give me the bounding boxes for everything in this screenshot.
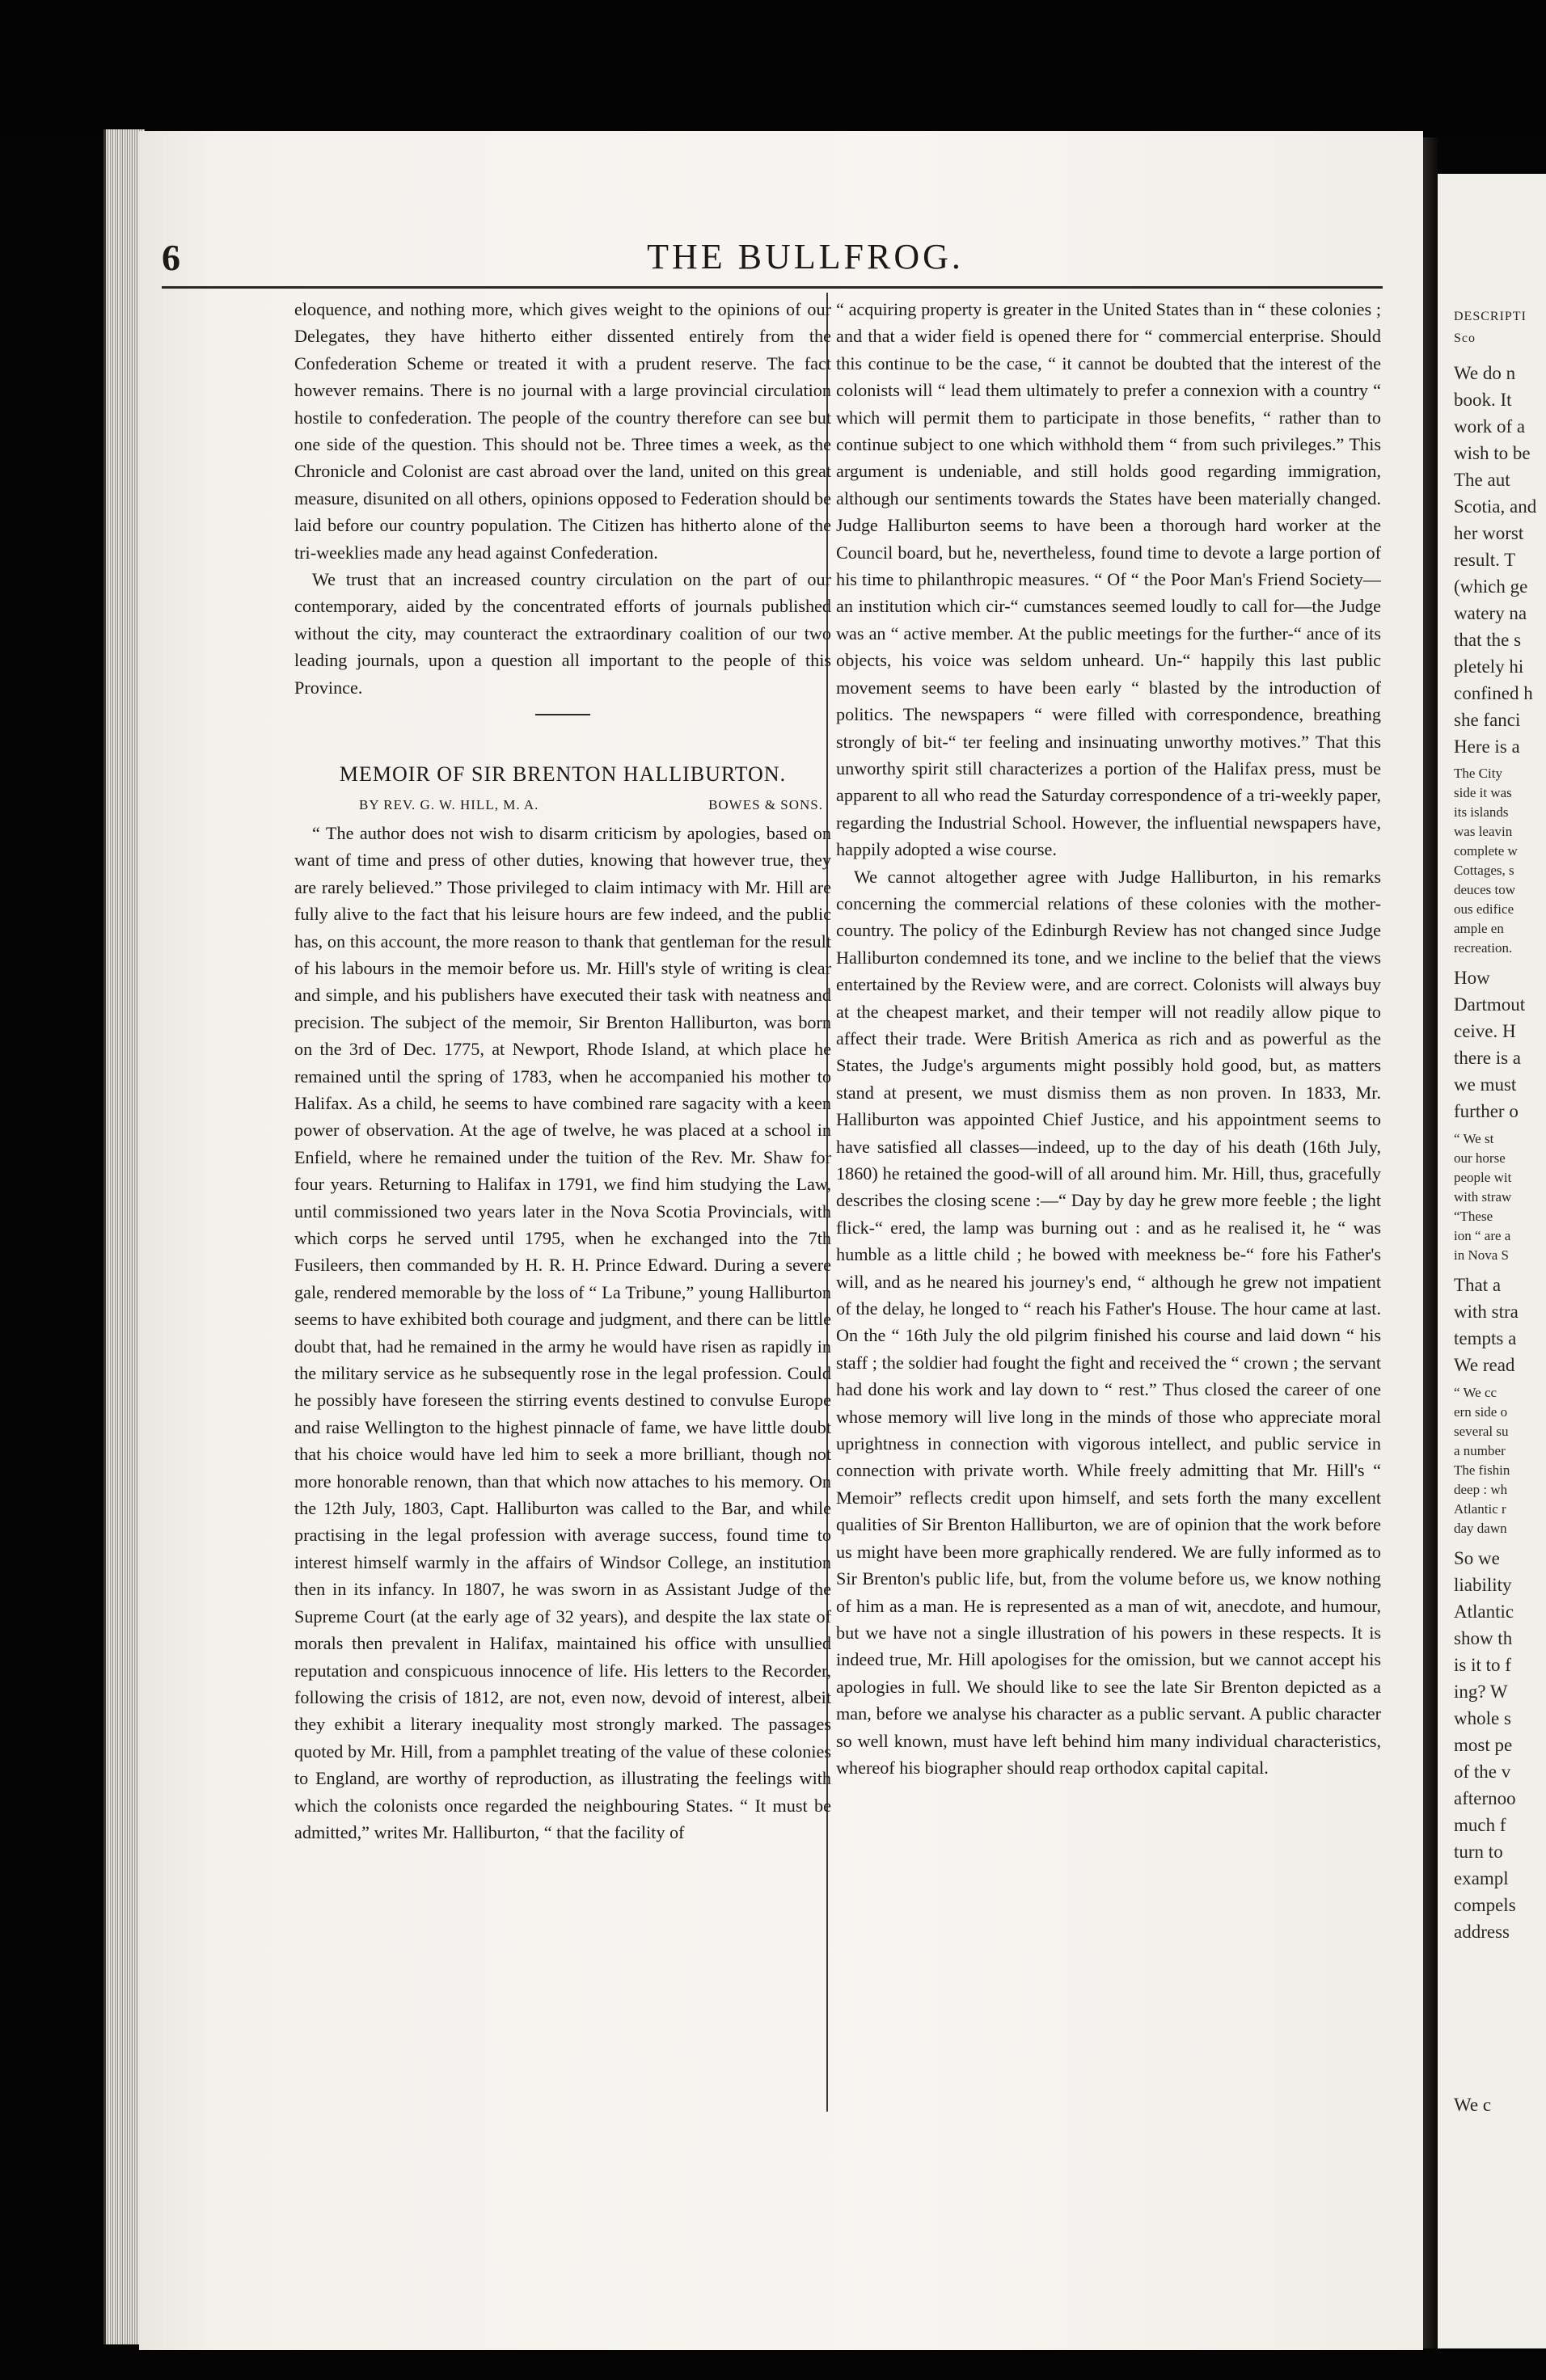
memoir-paragraph: “ The author does not wish to disarm criticism by apologies, based on want of time and press of other duties, knowing that however true, they are rarely believed.” Those privileged to claim intimacy with Mr. Hill are fully alive to the fact that his leisure hours are few indeed, and the public has, on this account, the more reason to thank that gentleman for the result of his labours in the memoir before us. Mr. Hill's style of writing is clear and simple, and his publishers have executed their task with neatness and precision. The subject of the memoir, Sir Brenton Halliburton, was born on the 3rd of Dec. 1775, at Newport, Rhode Island, at which place he remained until the spring of 1783, when he accompanied his mother to Halifax. As a child, he seems to have combined rare sagacity with a keen power of observation. At the age of twelve, he was placed at a school in Enfield, where he remained under the tuition of the Rev. Mr. Shaw for four years. Returning to Halifax in 1791, we find him studying the Law, until commissioned two years later in the Nova Scotia Provincials, with which corps he served until 1795, when he exchanged into the 7th Fusileers, then commanded by H. R. H. Prince Edward. During a severe gale, rendered memorable by the loss of “ La Tribune,” young Halliburton seems to have exhibited both courage and judgment, and there can be little doubt that, had he remained in the army he would have risen as rapidly in the military service as he subsequently rose in the legal profession. Could he possibly have foreseen the stirring events destined to convulse Europe and raise Wellington to the highest pinnacle of fame, we have little doubt that his choice would have led him to seek a more brilliant, though not more honorable renown, than that which now attaches to his memory. On the 12th July, 1803, Capt. Halliburton was called to the Bar, and while practising in the legal profession with average success, found time to interest himself warmly in the affairs of Windsor College, an institution then in its infancy. In 1807, he was sworn in as Assistant Judge of the Supreme Court (at the early age of 32 years), and despite the lax state of morals then prevalent in Halifax, maintained his office with unsullied reputation and conspicuous innocence of life. His letters to the Recorder, following the crisis of 1812, are not, even now, devoid of interest, albeit they exhibit a literary inequality most strongly marked. The passages quoted by Mr. Hill, from a pamphlet treating of the value of these colonies to England, are worthy of reproduction, as illustrating the feelings with which the colonists once regarded the neighbouring States. “ It must be admitted,” writes Mr. Halliburton, “ that the facility of xyxy=(294,822,831,1842)
facing-line: turn to xyxy=(1454,1842,1503,1862)
facing-line: with stra xyxy=(1454,1302,1519,1322)
byline-publisher: BOWES & SONS. xyxy=(708,796,823,812)
facing-line: that the s xyxy=(1454,630,1522,650)
facing-page xyxy=(1438,174,1546,2348)
facing-line: work of a xyxy=(1454,416,1526,437)
facing-line: The City xyxy=(1454,766,1502,781)
facing-line: pletely hi xyxy=(1454,656,1524,677)
facing-line: book. It xyxy=(1454,390,1512,410)
facing-line: confined h xyxy=(1454,683,1533,703)
facing-line: Sco xyxy=(1454,331,1476,345)
facing-line: in Nova S xyxy=(1454,1247,1509,1263)
memoir-byline xyxy=(294,791,831,818)
facing-line: Cottages, s xyxy=(1454,863,1514,878)
facing-line: tempts a xyxy=(1454,1328,1517,1348)
facing-line: address xyxy=(1454,1922,1510,1942)
facing-line: of the v xyxy=(1454,1762,1511,1782)
facing-line: Here is a xyxy=(1454,736,1520,757)
facing-line: (which ge xyxy=(1454,576,1528,597)
facing-line: deep : wh xyxy=(1454,1482,1508,1497)
facing-line: deuces tow xyxy=(1454,882,1516,897)
facing-line: The fishin xyxy=(1454,1462,1510,1478)
facing-line: So we xyxy=(1454,1548,1500,1568)
facing-line: ing? W xyxy=(1454,1682,1508,1702)
facing-line: exampl xyxy=(1454,1868,1509,1888)
facing-line: side it was xyxy=(1454,785,1512,800)
facing-line: complete w xyxy=(1454,843,1518,859)
facing-line: she fanci xyxy=(1454,710,1521,730)
running-head: THE BULLFROG. xyxy=(647,237,964,276)
facing-line: most pe xyxy=(1454,1735,1513,1755)
facing-line: several su xyxy=(1454,1424,1509,1439)
facing-line: The aut xyxy=(1454,470,1510,490)
facing-line: wish to be xyxy=(1454,443,1531,463)
facing-line: with straw xyxy=(1454,1189,1512,1205)
facing-line: That a xyxy=(1454,1275,1502,1295)
facing-line: ample en xyxy=(1454,921,1504,936)
facing-line: further o xyxy=(1454,1101,1519,1121)
facing-line: is it to f xyxy=(1454,1655,1511,1675)
facing-line: people wit xyxy=(1454,1170,1512,1185)
facing-line: our horse xyxy=(1454,1150,1506,1166)
right-paragraph-1: “ acquiring property is greater in the United States than in “ these colonies ; and that a wider field is opened there for “ commercial enterprise. Should this continue to be the case, “ it cannot be doubted that the interest of the colonists will “ lead them ultimately to prefer a connexion with a country “ which will permit them to participate in those benefits, “ rather than to continue subject to one which withhold them “ from such privileges.” This argument is undeniable, and still holds good regarding immigration, although our sentiments towards the States have been materially changed. Judge Halliburton seems to have been a thorough hard worker at the Council board, but he, nevertheless, found time to devote a large portion of his time to philanthropic measures. “ Of “ the Poor Man's Friend Society—an institution which cir-“ cumstances seemed loudly to call for—the Judge was an “ active member. At the public meetings for the further-“ ance of its objects, his voice was seldom unheard. Un-“ happily this last public movement seems to have been early “ blasted by the introduction of politics. The newspapers “ were filled with correspondence, breathing strongly of bit-“ ter feeling and insinuating unworthy motives.” That this unworthy spirit still characterizes a portion of the Halifax press, must be apparent to all who read the Saturday correspondence of a tri-weekly paper, regarding the Industrial School. However, the influential newspapers have, happily adopted a wise course. xyxy=(836,299,1381,860)
facing-line: was leavin xyxy=(1454,824,1513,839)
intro-paragraph-2: We trust that an increased country circulation on the part of our contemporary, aided by the concentrated efforts of journals published without the city, may counteract the extraordinary coalition of our two leading journals, upon a question all important to the people of this Province. xyxy=(294,569,831,698)
facing-line: How xyxy=(1454,968,1490,988)
page-number: 6 xyxy=(162,237,180,278)
facing-line: whole s xyxy=(1454,1708,1511,1728)
facing-line: “These xyxy=(1454,1209,1493,1224)
facing-line: liability xyxy=(1454,1575,1512,1595)
facing-line: compels xyxy=(1454,1895,1516,1915)
right-paragraph-2: We cannot altogether agree with Judge Halliburton, in his remarks concerning the commercial relations of these colonies with the mother-country. The policy of the Edinburgh Review has not changed since Judge Halliburton condemned its tone, and we incline to the belief that the views entertained by the Review were, and are correct. Colonists will always buy at the cheapest market, and their temper will not readily allow pique to affect their trade. Were British America as rich and as powerful as the States, the Judge's arguments might possibly hold good, but, as matters stand at present, we must dismiss them as non proven. In 1833, Mr. Halliburton was appointed Chief Justice, and his appointment seems to have satisfied all classes—indeed, up to the day of his death (16th July, 1860) he retained the good-will of all around him. Mr. Hill, thus, gracefully describes the closing scene :—“ Day by day he grew more feeble ; the light flick-“ ered, the lamp was burning out : and as he realised it, he “ was humble as a little child ; he bowed with meekness be-“ fore his Father's will, and as he neared his journey's end, “ although he grew not impatient of the delay, he longed to “ reach his Father's House. The hour came at last. On the “ 16th July the old pilgrim finished his course and laid down “ his staff ; the soldier had fought the fight and received the “ crown ; the servant had done his work and lay down to “ rest.” Thus closed the career of one whose memory will live long in the minds of those who appreciate moral uprightness in connection with vigorous intellect, and public service in connection with private worth. While freely admitting that Mr. Hill's “ Memoir” reflects credit upon himself, and sets forth the many excellent qualities of Sir Brenton Halliburton, we are of opinion that the work before us might have been more graphically rendered. We are fully informed as to Sir Brenton's public life, but, from the volume before us, we know nothing of him as a man. He is represented as a man of wit, anecdote, and humour, but we have not a single illustration of his powers in these respects. It is indeed true, Mr. Hill apologises for the omission, but we cannot accept his apologies in full. We should like to see the late Sir Brenton depicted as a man, before we analyse his character as a public servant. A public character so well known, must have left behind him many individual characteristics, whereof his biographer should reap orthodox capital capital. xyxy=(836,866,1381,1778)
facing-line: afternoo xyxy=(1454,1788,1516,1808)
facing-line: her worst xyxy=(1454,523,1524,543)
facing-line: ceive. H xyxy=(1454,1021,1516,1041)
facing-line: a number xyxy=(1454,1443,1506,1458)
facing-line: “ We st xyxy=(1454,1131,1494,1146)
facing-line: show th xyxy=(1454,1628,1513,1648)
facing-line: ern side o xyxy=(1454,1404,1508,1420)
scan-border xyxy=(0,0,1546,137)
facing-line: “ We cc xyxy=(1454,1385,1497,1400)
byline-author: BY REV. G. W. HILL, M. A. xyxy=(359,796,539,812)
intro-paragraph-1: eloquence, and nothing more, which gives weight to the opinions of our Delegates, they have hitherto either dissented entirely from the Confederation Scheme or treated it with a prudent reserve. The fact however remains. There is no journal with a large provincial circulation hostile to confederation. The people of the country therefore can see but one side of the question. This should not be. Three times a week, as the Chronicle and Colonist are cast abroad over the land, united on this great measure, disunited on all others, opinions opposed to Federation should be laid before our country population. The Citizen has hitherto alone of the tri-weeklies made any head against Confederation. xyxy=(294,299,831,563)
facing-line: Atlantic r xyxy=(1454,1501,1506,1517)
facing-line: We c xyxy=(1454,2095,1492,2115)
facing-line: watery na xyxy=(1454,603,1527,623)
facing-line: We read xyxy=(1454,1355,1515,1375)
facing-line: much f xyxy=(1454,1815,1506,1835)
right-column xyxy=(836,296,1381,1781)
facing-line: Dartmout xyxy=(1454,994,1526,1015)
book-gutter xyxy=(1423,137,1438,2348)
facing-line: we must xyxy=(1454,1074,1517,1095)
facing-line: result. T xyxy=(1454,550,1516,570)
facing-line: DESCRIPTI xyxy=(1454,310,1527,323)
section-separator xyxy=(535,714,590,715)
facing-line: its islands xyxy=(1454,804,1509,820)
left-column xyxy=(294,296,831,1846)
facing-line: We do n xyxy=(1454,363,1516,383)
facing-line: Atlantic xyxy=(1454,1601,1514,1622)
facing-line: Scotia, and xyxy=(1454,496,1537,517)
facing-line: there is a xyxy=(1454,1048,1522,1068)
facing-line: ous edifice xyxy=(1454,901,1514,917)
facing-line: recreation. xyxy=(1454,940,1513,956)
facing-line: ion “ are a xyxy=(1454,1228,1511,1243)
memoir-title: MEMOIR OF SIR BRENTON HALLIBURTON. xyxy=(339,762,787,787)
facing-line: day dawn xyxy=(1454,1521,1507,1536)
header-rule xyxy=(162,286,1383,289)
